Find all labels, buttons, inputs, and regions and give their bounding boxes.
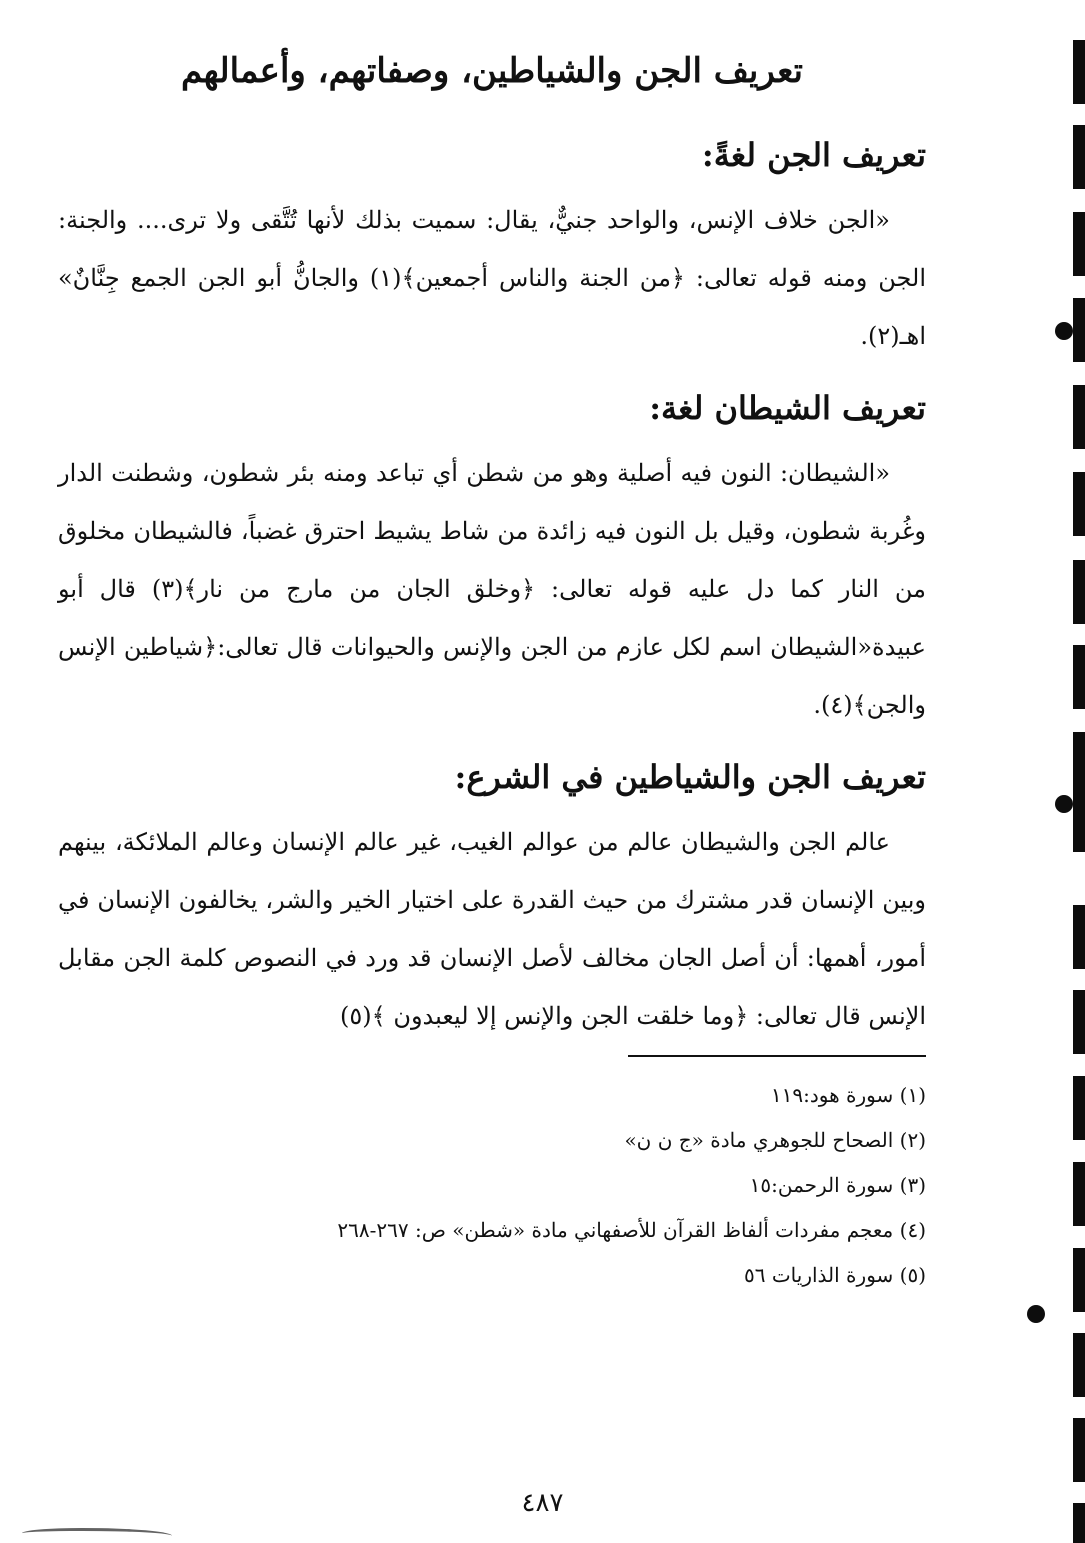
binding-bar (1073, 560, 1085, 624)
binding-bar (1073, 1418, 1085, 1482)
footnote-divider (628, 1055, 926, 1057)
binding-bar (1073, 990, 1085, 1054)
footnotes-list (58, 1073, 926, 1298)
scan-smudge (22, 1528, 172, 1541)
section-paragraph: عالم الجن والشيطان عالم من عوالم الغيب، غير عالم الإنسان وعالم الملائكة، بينهم وبين الإنسان قدر مشترك من حيث القدرة على اختيار الخير والشر، يخالفون الإنسان في أمور، أهمها: أن أصل الجان مخالف لأصل الإنسان قد ورد في النصوص كلمة الجن مقابل الإنس قال تعالى: ﴿وما خلقت الجن والإنس إلا ليعبدون ﴾(٥) (58, 828, 926, 1031)
section-paragraph: «الجن خلاف الإنس، والواحد جنيٌّ، يقال: سميت بذلك لأنها تُتَّقى ولا ترى.... والجنة: الجن ومنه قوله تعالى: ﴿من الجنة والناس أجمعين﴾(١) والجانُّ أبو الجن الجمع جِنَّانٌ» اهـ(٢). (58, 205, 926, 350)
binding-bar (1073, 1503, 1085, 1543)
footnote-item: (٤) معجم مفردات ألفاظ القرآن للأصفهاني مادة «شطن» ص: ٢٦٧-٢٦٨ (337, 1218, 926, 1243)
binding-bar (1073, 40, 1085, 104)
binding-bar (1073, 732, 1085, 796)
section-heading: تعريف الجن والشياطين في الشرع: (454, 757, 926, 796)
footnote-item: (٢) الصحاح للجوهري مادة «ج ن ن» (624, 1128, 926, 1153)
footnote-item: (١) سورة هود:١١٩ (770, 1083, 926, 1108)
footnote-item: (٣) سورة الرحمن:١٥ (749, 1173, 926, 1198)
binding-bar (1073, 472, 1085, 536)
section-shaytan-linguistic (58, 383, 926, 734)
page-number: ٤٨٧ (521, 1488, 564, 1518)
binding-bar (1073, 905, 1085, 969)
punch-hole (1055, 795, 1073, 813)
section-heading: تعريف الشيطان لغة: (649, 388, 926, 427)
binding-bar (1073, 125, 1085, 189)
binding-bar (1073, 1248, 1085, 1312)
binding-bar (1073, 212, 1085, 276)
page-title: تعريف الجن والشياطين، وصفاتهم، وأعمالهم (180, 51, 804, 91)
footnote-item: (٥) سورة الذاريات ٥٦ (744, 1263, 926, 1288)
binding-bar (1073, 1076, 1085, 1140)
punch-hole (1027, 1305, 1045, 1323)
binding-bar (1073, 788, 1085, 852)
binding-bar (1073, 298, 1085, 362)
section-jinn-linguistic (58, 130, 926, 365)
binding-bar (1073, 1333, 1085, 1397)
binding-marks (1065, 0, 1085, 1543)
section-paragraph: «الشيطان: النون فيه أصلية وهو من شطن أي تباعد ومنه بئر شطون، وشطنت الدار وغُربة شطون، وقيل بل النون فيه زائدة من شاط يشيط احترق غضباً، فالشيطان مخلوق من النار كما دل عليه قوله تعالى: ﴿وخلق الجان من مارج من نار﴾(٣) قال أبو عبيدة«الشيطان اسم لكل عازم من الجن والإنس والحيوانات قال تعالى:﴿شياطين الإنس والجن﴾(٤). (58, 458, 926, 719)
binding-bar (1073, 1162, 1085, 1226)
binding-bar (1073, 645, 1085, 709)
binding-bar (1073, 385, 1085, 449)
punch-hole (1055, 322, 1073, 340)
section-heading: تعريف الجن لغةً: (701, 135, 926, 174)
page-content (58, 30, 926, 1298)
section-jinn-shari (58, 752, 926, 1045)
